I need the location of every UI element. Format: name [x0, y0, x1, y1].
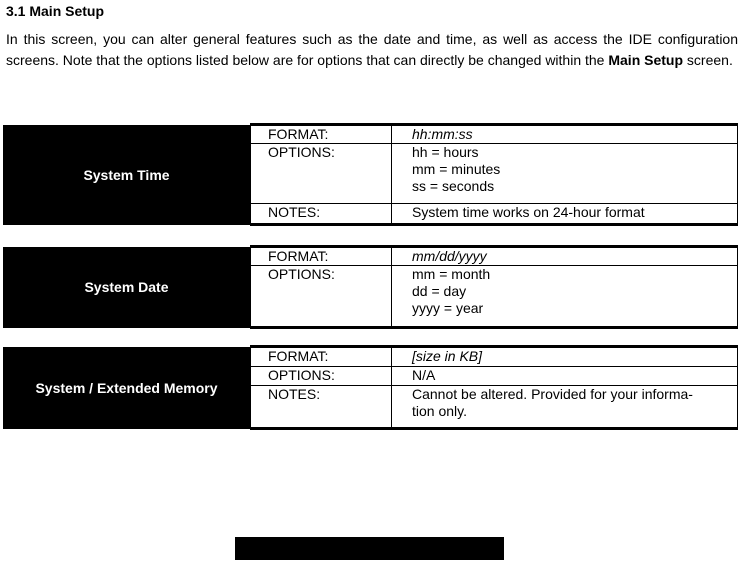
- format-key: FORMAT:: [251, 247, 392, 266]
- options-key: OPTIONS:: [251, 144, 392, 204]
- value-line: hh = hours: [412, 144, 479, 160]
- value-line: Cannot be altered. Provided for your informa-: [412, 386, 693, 402]
- table-title: System / Extended Memory: [3, 347, 251, 429]
- system-memory-table: [3, 345, 738, 430]
- format-value: [392, 247, 738, 266]
- table-title: System Date: [3, 247, 251, 328]
- value-line: hh:mm:ss: [412, 126, 473, 142]
- notes-value: [392, 386, 738, 429]
- format-value: [392, 347, 738, 367]
- options-value: [392, 144, 738, 204]
- value-line: N/A: [412, 367, 436, 383]
- notes-key: NOTES:: [251, 386, 392, 429]
- notes-value: [392, 204, 738, 225]
- format-key: FORMAT:: [251, 125, 392, 144]
- system-date-table: [3, 245, 738, 329]
- format-key: FORMAT:: [251, 347, 392, 367]
- table-title: System Time: [3, 125, 251, 225]
- value-line: [size in KB]: [412, 348, 483, 364]
- notes-key: NOTES:: [251, 204, 392, 225]
- value-line: ss = seconds: [412, 178, 495, 194]
- intro-text-end: screen.: [683, 51, 733, 68]
- value-line: yyyy = year: [412, 300, 484, 316]
- intro-text-start: In this screen, you can alter general features such as the date and time, as well as access the IDE configuration screens. Note that the options listed below are for options that can directly be changed within the: [6, 31, 738, 68]
- options-value: [392, 266, 738, 328]
- intro-paragraph: [6, 29, 738, 71]
- options-value: [392, 367, 738, 386]
- options-key: OPTIONS:: [251, 266, 392, 328]
- value-line: mm = minutes: [412, 161, 501, 177]
- options-key: OPTIONS:: [251, 367, 392, 386]
- value-line: dd = day: [412, 283, 467, 299]
- value-line: tion only.: [412, 403, 467, 419]
- value-line: mm/dd/yyyy: [412, 248, 487, 264]
- value-line: System time works on 24-hour format: [412, 204, 645, 220]
- format-value: [392, 125, 738, 144]
- intro-text-bold: Main Setup: [608, 51, 684, 68]
- footer-bar: [235, 537, 504, 560]
- value-line: mm = month: [412, 266, 491, 282]
- system-time-table: [3, 123, 738, 226]
- section-heading: 3.1 Main Setup: [6, 3, 105, 19]
